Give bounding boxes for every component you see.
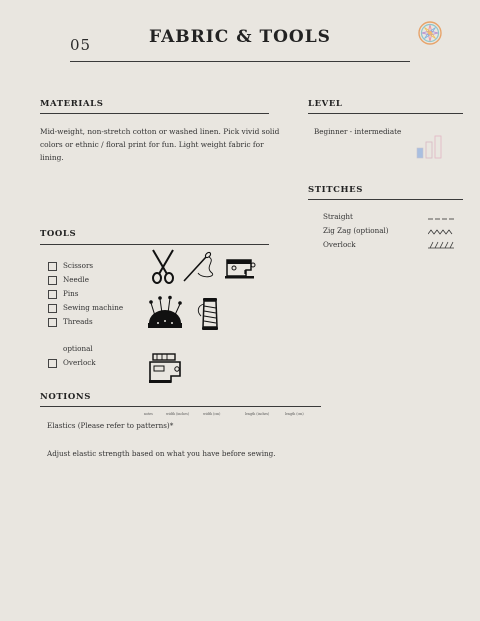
page-title: FABRIC & TOOLS [149,27,331,47]
tools-title: TOOLS [40,229,77,239]
notions-col-notes: notes [144,412,153,416]
page-number: 05 [70,36,92,54]
materials-divider [40,113,269,114]
notions-note: Adjust elastic strength based on what you have before sewing. [47,449,276,458]
header-divider [70,61,410,62]
thread-spool-icon [195,296,225,332]
stitch-label-zigzag: Zig Zag (optional) [323,226,389,235]
materials-text-line: Mid-weight, non-stretch cotton or washed linen. Pick vivid solid [40,127,280,136]
level-divider [308,113,463,114]
checkbox-sewing-machine[interactable] [48,304,57,313]
tool-item-sewing-machine: Sewing machine [63,303,124,312]
zigzag-stitch-icon [428,230,452,234]
notions-col-width-in: width (inches) [166,412,190,416]
checkbox-pins[interactable] [48,290,57,299]
level-bar [426,142,432,158]
checkbox-needle[interactable] [48,276,57,285]
materials-text [40,125,280,164]
notions-elastics: Elastics (Please refer to patterns)* [47,421,174,430]
level-bar [435,136,441,158]
stitch-label-straight: Straight [323,212,353,221]
level-value: Beginner - intermediate [314,127,402,136]
level-title: LEVEL [308,99,343,109]
notions-title: NOTIONS [40,392,91,402]
tool-item-scissors: Scissors [63,261,94,270]
checkbox-overlock[interactable] [48,359,57,368]
level-bar [417,148,423,158]
level-bars-icon [416,134,444,160]
tool-item-needle: Needle [63,275,89,284]
pin-cushion-icon [146,295,184,331]
tool-item-threads: Threads [63,317,93,326]
tool-item-overlock: Overlock [63,358,96,367]
materials-title: MATERIALS [40,99,104,109]
stitches-divider [308,199,463,200]
stitches-title: STITCHES [308,185,363,195]
tools-divider [40,244,269,245]
checkbox-threads[interactable] [48,318,57,327]
notions-col-length-in: length (inches) [245,412,270,416]
tool-item-pins: Pins [63,289,79,298]
optional-label: optional [63,344,93,353]
sewing-machine-icon [224,256,256,280]
materials-text-line: colors or ethnic / floral print for fun. Light weight fabric for lining. [40,140,264,162]
stitch-label-overlock: Overlock [323,240,356,249]
overlock-stitch-icon [428,242,454,248]
notions-divider [40,406,321,407]
overlock-machine-icon [147,352,183,384]
stitch-icons [428,213,456,253]
notions-col-width-cm: width (cm) [203,412,221,416]
checkbox-scissors[interactable] [48,262,57,271]
notions-col-length-cm: length (cm) [285,412,304,416]
brand-logo-icon [418,21,442,45]
needle-icon [182,251,216,283]
scissors-icon [148,249,178,285]
